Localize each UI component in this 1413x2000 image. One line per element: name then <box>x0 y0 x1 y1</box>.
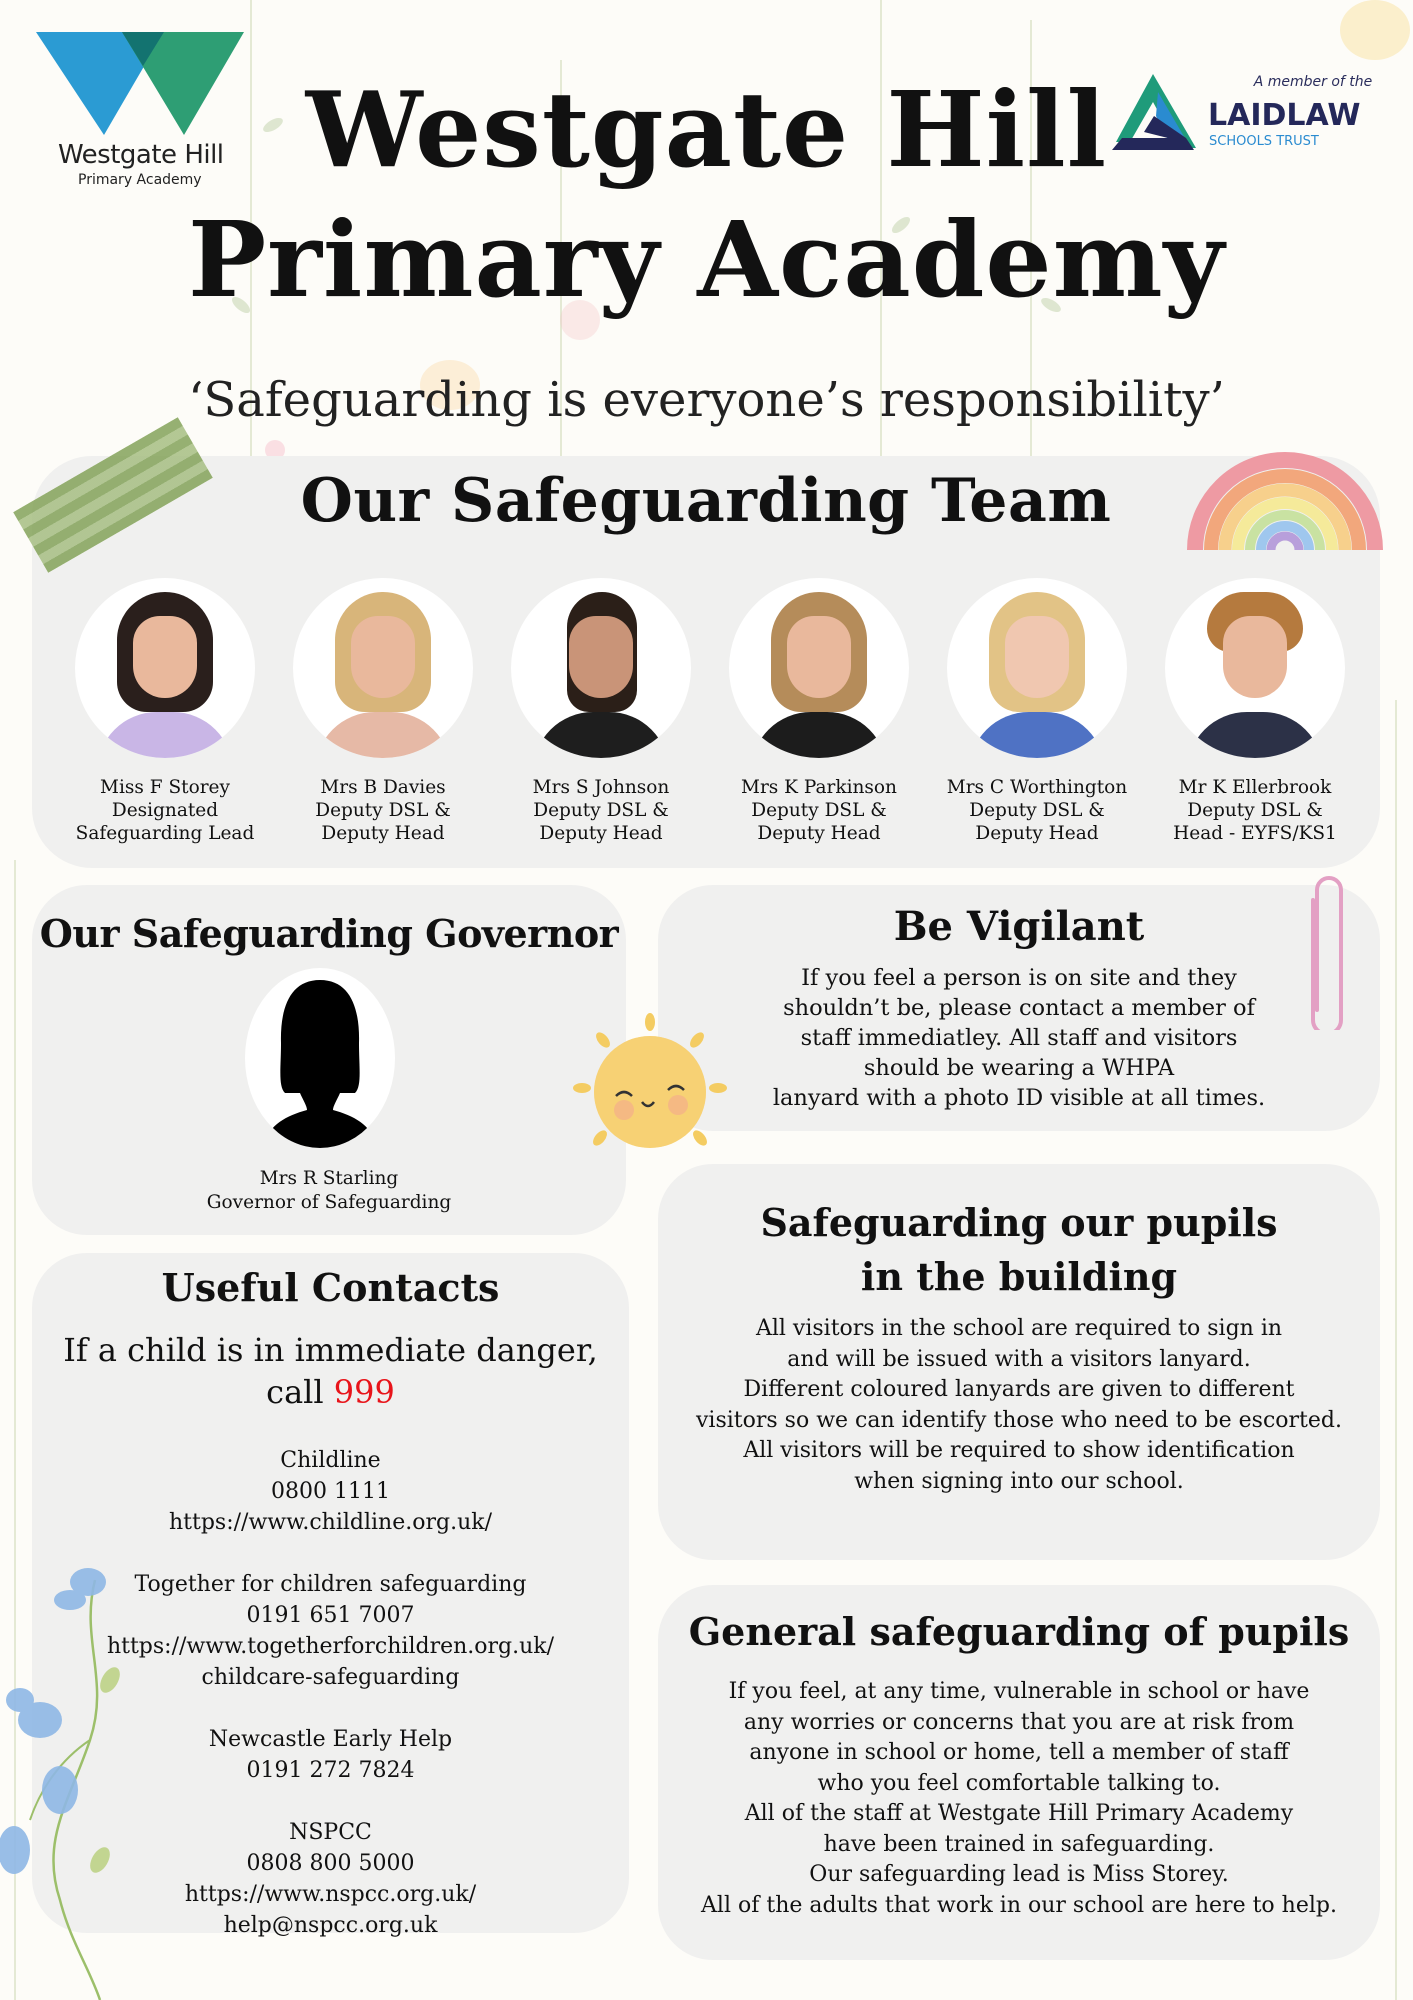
vigilant-line: If you feel a person is on site and they <box>801 965 1237 991</box>
member-role: Deputy DSL & <box>315 800 451 821</box>
contacts-title: Useful Contacts <box>161 1265 500 1310</box>
emergency-notice <box>32 1329 629 1413</box>
safeguarding-team-card <box>32 456 1380 868</box>
member-details <box>1173 776 1337 845</box>
member-role: Deputy DSL & <box>969 800 1105 821</box>
blossom-decoration <box>1340 0 1410 60</box>
contact-phone[interactable]: 0191 272 7824 <box>246 1758 415 1783</box>
blue-flowers-decoration <box>0 1560 150 2000</box>
vigilant-line: lanyard with a photo ID visible at all times. <box>772 1085 1266 1111</box>
vigilant-line: staff immediatley. All staff and visitors <box>800 1025 1238 1051</box>
member-role: Deputy Head <box>975 823 1099 844</box>
member-details <box>533 776 670 845</box>
member-role: Head - EYFS/KS1 <box>1173 823 1337 844</box>
contact-url[interactable]: https://www.childline.org.uk/ <box>169 1510 492 1535</box>
building-line: when signing into our school. <box>854 1468 1184 1494</box>
page-title-line2: Primary Academy <box>187 198 1226 321</box>
member-name: Mrs K Parkinson <box>741 777 897 798</box>
contact-url[interactable]: https://www.nspcc.org.uk/ <box>184 1882 477 1907</box>
building-line: visitors so we can identify those who need to be escorted. <box>696 1407 1342 1433</box>
member-role: Deputy Head <box>321 823 445 844</box>
stem-decoration <box>1395 700 1397 2000</box>
contact-phone[interactable]: 0808 800 5000 <box>246 1851 415 1876</box>
member-role: Deputy DSL & <box>751 800 887 821</box>
building-line: All visitors in the school are required to sign in <box>755 1316 1283 1341</box>
member-name: Mrs B Davies <box>320 777 446 798</box>
member-role: Deputy Head <box>757 823 881 844</box>
general-line: any worries or concerns that you are at risk from <box>743 1709 1295 1735</box>
team-member <box>714 578 924 845</box>
contact-name: Childline <box>280 1448 381 1473</box>
contact-name: Newcastle Early Help <box>208 1727 453 1752</box>
member-details <box>76 776 255 845</box>
trust-subtitle: SCHOOLS TRUST <box>1209 134 1319 149</box>
member-name: Mrs S Johnson <box>532 777 670 798</box>
member-name: Mr K Ellerbrook <box>1178 777 1332 798</box>
building-line: and will be issued with a visitors lanyard. <box>787 1346 1251 1372</box>
paperclip-icon <box>1305 860 1353 1030</box>
rainbow-icon <box>1185 425 1385 555</box>
member-details <box>315 776 450 845</box>
contact-email[interactable]: help@nspcc.org.uk <box>223 1913 438 1938</box>
member-role: Deputy Head <box>539 823 663 844</box>
building-line: Different coloured lanyards are given to different <box>743 1377 1295 1402</box>
building-title-line: Safeguarding our pupils <box>760 1200 1278 1245</box>
emergency-call-text: call <box>266 1373 324 1411</box>
contact-url[interactable]: https://www.togetherforchildren.org.uk/ <box>106 1634 555 1659</box>
member-name: Miss F Storey <box>100 777 230 798</box>
general-line: who you feel comfortable talking to. <box>817 1770 1221 1796</box>
contact-childline <box>32 1445 629 1538</box>
emergency-text: If a child is in immediate danger, <box>63 1331 598 1369</box>
member-role: Deputy DSL & <box>533 800 669 821</box>
trust-member-text: A member of the <box>1253 74 1373 90</box>
general-line: All of the staff at Westgate Hill Primary Academy <box>744 1801 1294 1826</box>
team-member <box>60 578 270 845</box>
tagline: ‘Safeguarding is everyone’s responsibility’ <box>188 372 1225 428</box>
trust-name: LAIDLAW <box>1208 98 1361 133</box>
governor-avatar <box>245 968 395 1148</box>
team-title: Our Safeguarding Team <box>300 466 1112 536</box>
vigilant-line: shouldn’t be, please contact a member of <box>783 995 1255 1021</box>
building-title <box>658 1196 1380 1304</box>
team-members <box>60 578 1360 845</box>
member-details <box>947 776 1127 845</box>
general-line: All of the adults that work in our school are here to help. <box>701 1892 1337 1918</box>
person-silhouette-icon <box>245 968 395 1148</box>
general-line: have been trained in safeguarding. <box>823 1831 1215 1857</box>
member-role: Safeguarding Lead <box>75 823 255 844</box>
building-line: All visitors will be required to show identification <box>743 1438 1295 1463</box>
avatar <box>511 578 691 758</box>
general-title: General safeguarding of pupils <box>688 1609 1350 1654</box>
general-line: anyone in school or home, tell a member of staff <box>749 1740 1289 1765</box>
safeguarding-governor-card <box>32 885 626 1235</box>
emergency-number[interactable]: 999 <box>333 1373 395 1411</box>
pupils-in-building-card <box>658 1164 1380 1560</box>
general-safeguarding-card <box>658 1585 1380 1960</box>
member-name: Mrs C Worthington <box>946 777 1128 798</box>
vigilant-title: Be Vigilant <box>893 903 1145 950</box>
page-title-line1: Westgate Hill <box>305 68 1108 191</box>
vigilant-line: should be wearing a WHPA <box>863 1055 1175 1081</box>
school-logo-subtitle: Primary Academy <box>78 172 202 188</box>
general-line: If you feel, at any time, vulnerable in school or have <box>728 1679 1310 1704</box>
governor-role: Governor of Safeguarding <box>206 1192 452 1213</box>
avatar <box>75 578 255 758</box>
general-body <box>658 1677 1380 1921</box>
avatar <box>293 578 473 758</box>
contact-name: NSPCC <box>289 1820 372 1845</box>
contact-phone[interactable]: 0800 1111 <box>271 1479 390 1504</box>
avatar <box>947 578 1127 758</box>
be-vigilant-card <box>658 885 1380 1131</box>
contact-phone[interactable]: 0191 651 7007 <box>246 1603 415 1628</box>
contact-url-continued[interactable]: childcare-safeguarding <box>201 1665 460 1690</box>
building-body <box>658 1314 1380 1497</box>
team-member <box>496 578 706 845</box>
vigilant-body <box>658 963 1380 1113</box>
general-line: Our safeguarding lead is Miss Storey. <box>809 1862 1229 1887</box>
member-role: Designated <box>111 800 219 821</box>
governor-title: Our Safeguarding Governor <box>39 911 619 956</box>
building-title-line: in the building <box>860 1254 1178 1299</box>
contact-name: Together for children safeguarding <box>134 1572 527 1597</box>
team-member <box>278 578 488 845</box>
avatar <box>1165 578 1345 758</box>
team-member <box>932 578 1142 845</box>
member-details <box>741 776 897 845</box>
school-logo-name: Westgate Hill <box>58 140 224 170</box>
team-member <box>1150 578 1360 845</box>
avatar <box>729 578 909 758</box>
governor-details <box>32 1167 626 1215</box>
smiling-sun-icon <box>570 1010 730 1170</box>
governor-name: Mrs R Starling <box>259 1168 399 1189</box>
member-role: Deputy DSL & <box>1187 800 1323 821</box>
